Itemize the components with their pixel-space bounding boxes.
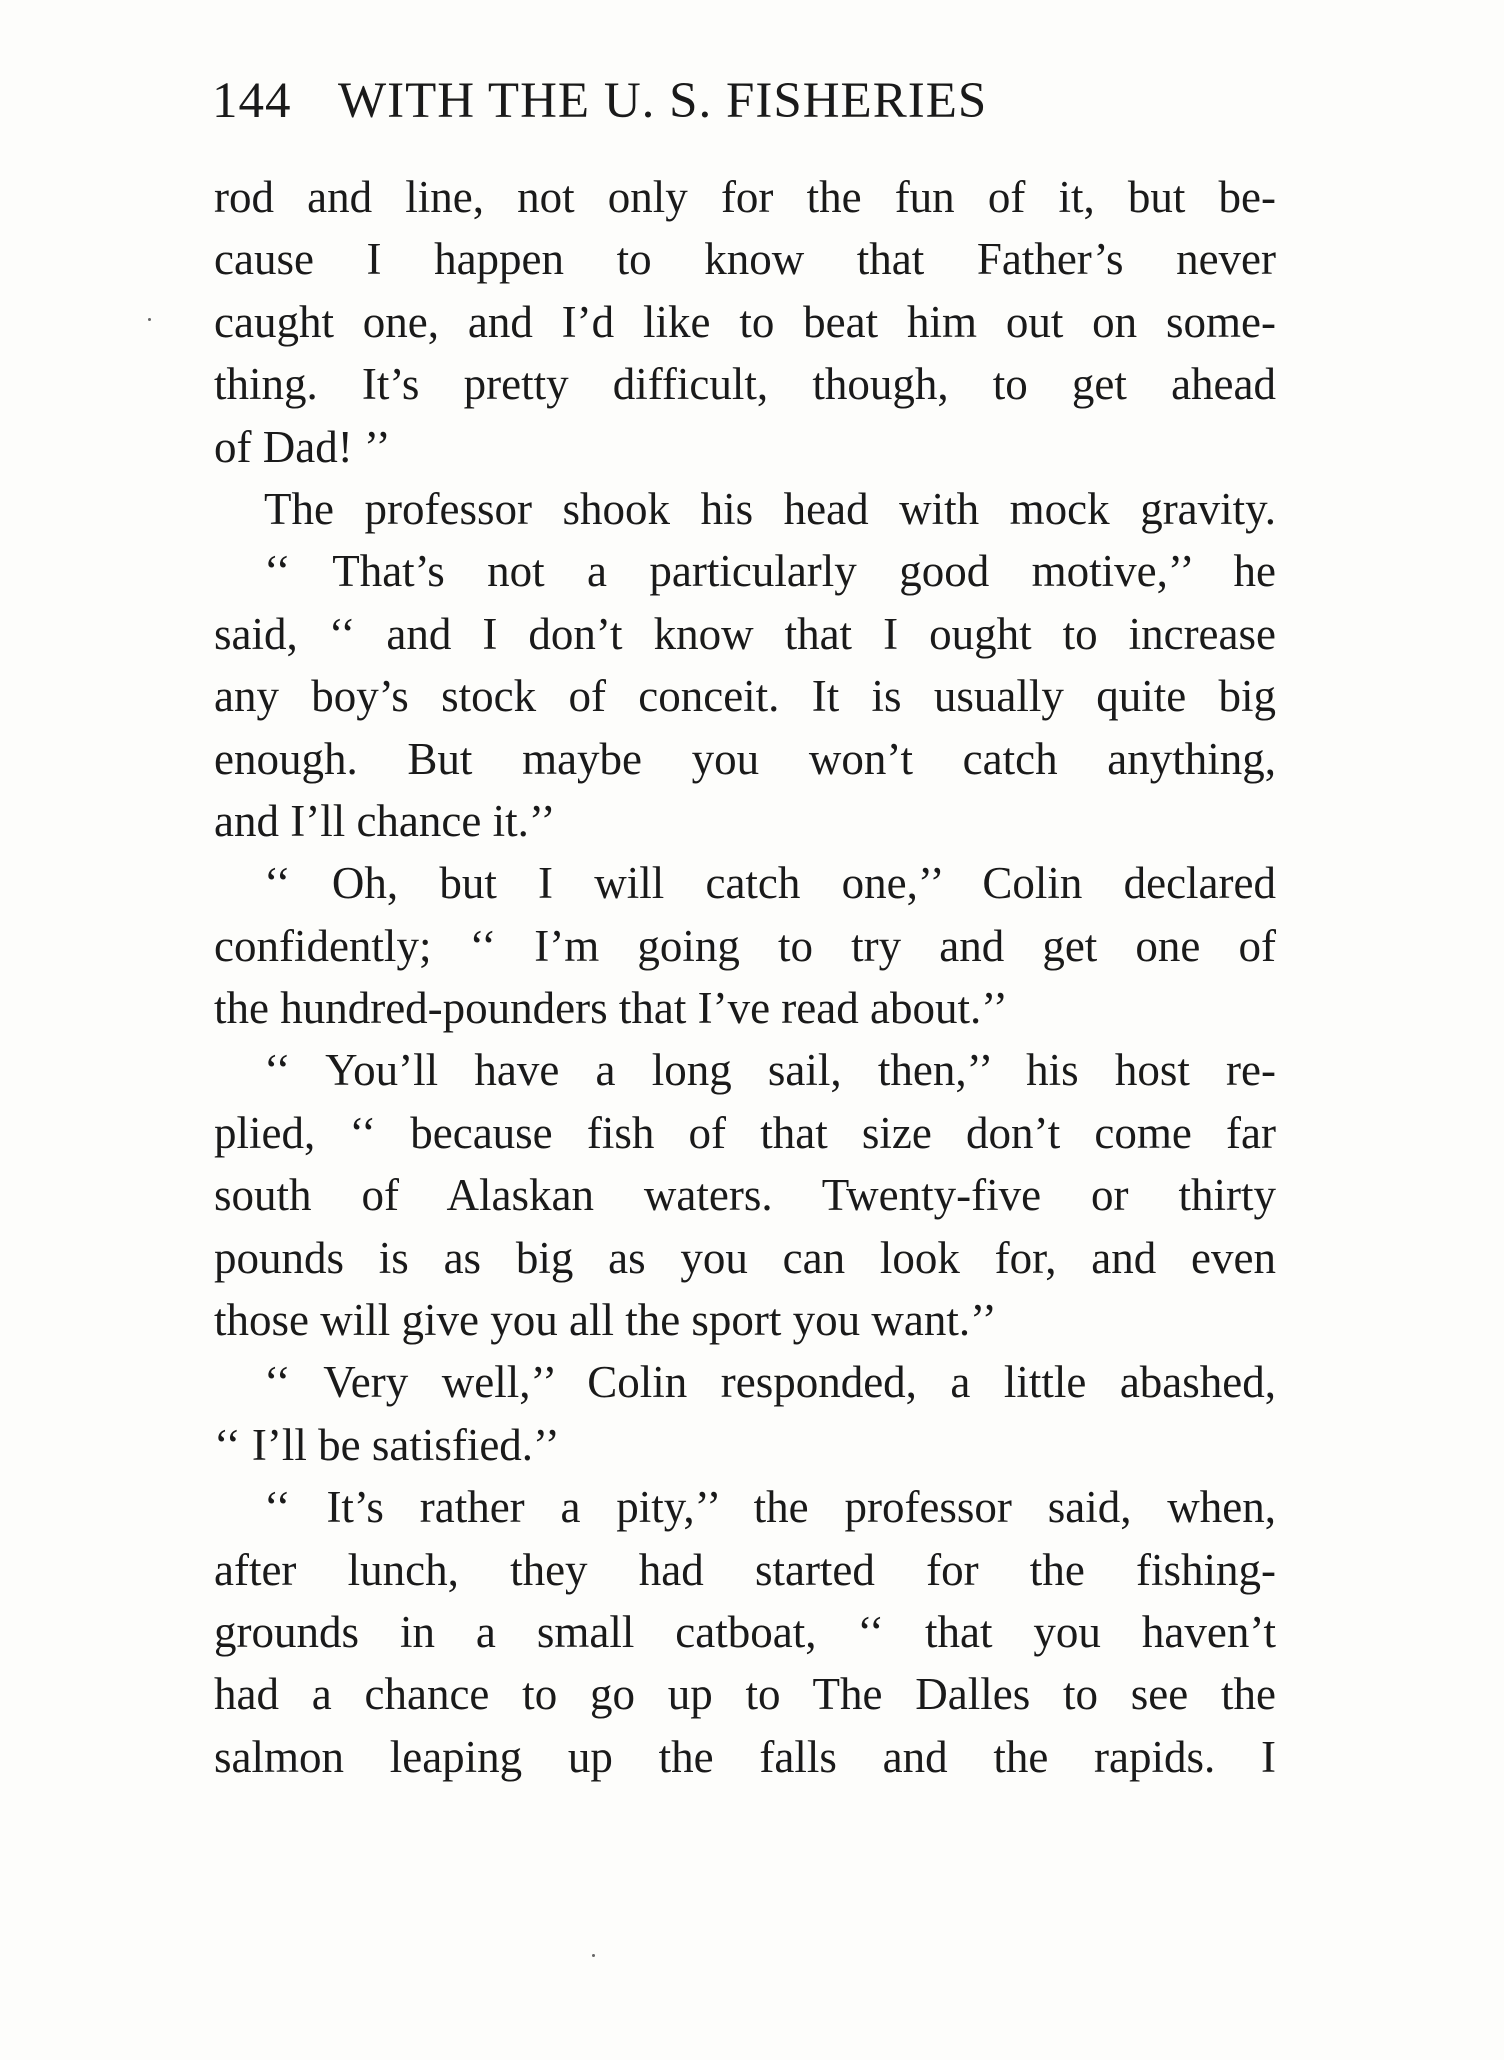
text-line: salmon leaping up the falls and the rapids. I	[214, 1731, 1276, 1782]
text-line: caught one, and I’d like to beat him out on some-	[214, 296, 1276, 347]
body-text	[214, 166, 1276, 1788]
text-line: and I’ll chance it.’’	[214, 795, 556, 846]
running-title: WITH THE U. S. FISHERIES	[338, 73, 988, 129]
text-line: ‘‘ That’s not a particularly good motive,’’ he	[264, 546, 1276, 597]
text-line: south of Alaskan waters. Twenty-five or thirty	[214, 1170, 1276, 1221]
text-line: thing. It’s pretty difficult, though, to get ahead	[214, 359, 1276, 410]
text-line: cause I happen to know that Father’s never	[214, 234, 1276, 285]
text-line: had a chance to go up to The Dalles to see the	[214, 1669, 1276, 1720]
text-line: enough. But maybe you won’t catch anything,	[214, 733, 1276, 784]
text-line: those will give you all the sport you want.’’	[214, 1295, 997, 1346]
paper-speck	[592, 1954, 595, 1957]
text-line: after lunch, they had started for the fishing-	[214, 1544, 1276, 1595]
text-line: plied, ‘‘ because fish of that size don’t come far	[214, 1107, 1276, 1158]
text-line: any boy’s stock of conceit. It is usually quite big	[214, 671, 1276, 722]
text-line: grounds in a small catboat, ‘‘ that you haven’t	[214, 1606, 1276, 1657]
text-line: The professor shook his head with mock gravity.	[264, 483, 1276, 534]
text-line: ‘‘ I’ll be satisfied.’’	[214, 1419, 560, 1470]
page-number: 144	[212, 73, 292, 129]
text-line: said, ‘‘ and I don’t know that I ought to increase	[214, 608, 1276, 659]
running-head	[212, 72, 1272, 130]
text-line: pounds is as big as you can look for, and even	[214, 1232, 1276, 1283]
text-line: of Dad! ’’	[214, 421, 391, 472]
text-line: confidently; ‘‘ I’m going to try and get one of	[214, 920, 1276, 971]
text-line: ‘‘ You’ll have a long sail, then,’’ his host re-	[264, 1045, 1276, 1096]
text-line: ‘‘ Oh, but I will catch one,’’ Colin declared	[264, 858, 1276, 909]
text-line: rod and line, not only for the fun of it, but be-	[214, 172, 1276, 222]
text-line: the hundred-pounders that I’ve read about.’’	[214, 983, 1008, 1034]
text-line: ‘‘ Very well,’’ Colin responded, a little abashed,	[264, 1357, 1276, 1408]
paper-speck	[148, 318, 151, 321]
text-line: ‘‘ It’s rather a pity,’’ the professor said, when,	[264, 1482, 1276, 1533]
